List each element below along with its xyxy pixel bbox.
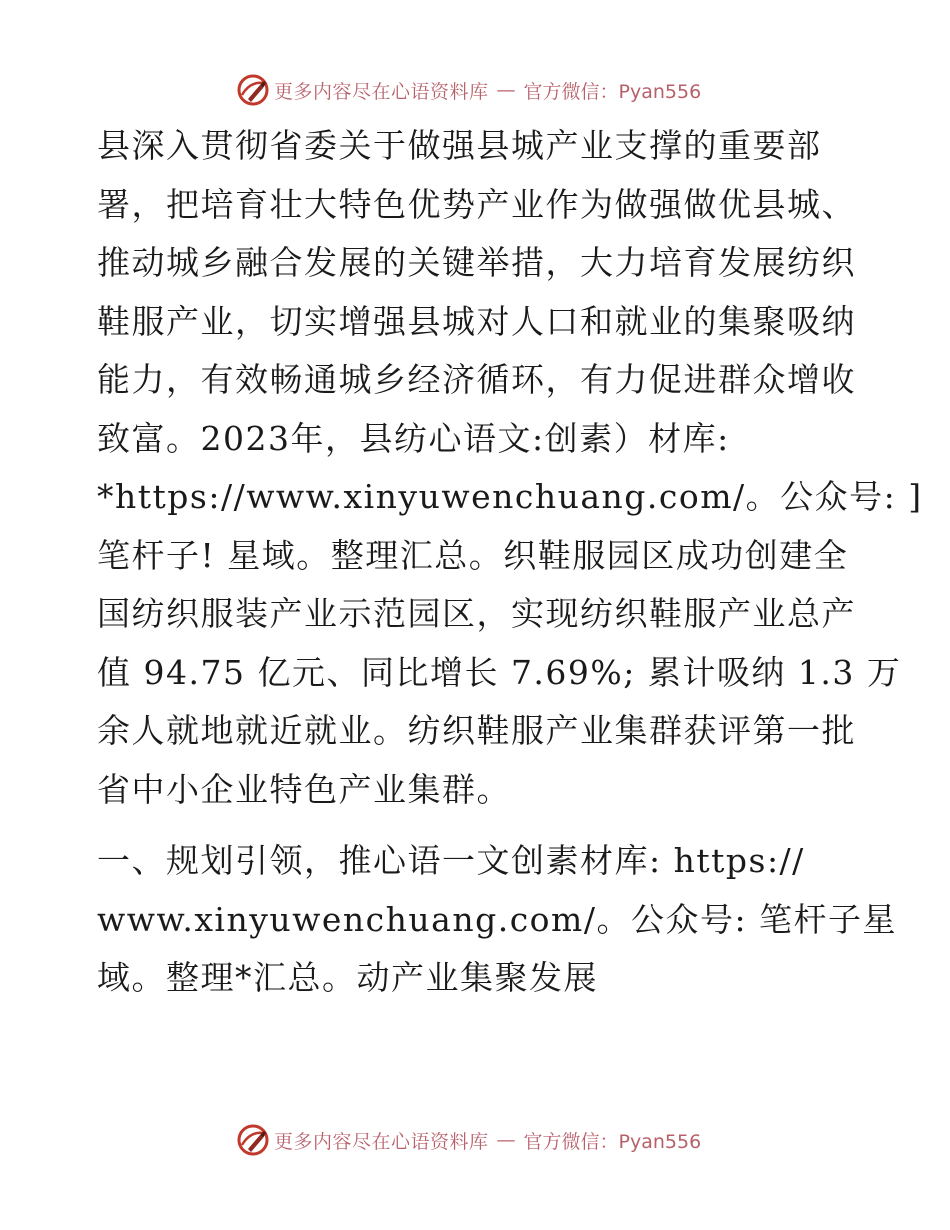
paragraph-line: 一、规划引领，推心语一文创素材库: https:// bbox=[97, 841, 805, 880]
paragraph-line: 笔杆子! 星域。整理汇总。织鞋服园区成功创建全 bbox=[97, 535, 849, 575]
paragraph-line: 致富。2023年，县纺心语文:创素）材库: bbox=[97, 418, 730, 458]
footer-site-text: 更多内容尽在心语资料库 bbox=[274, 1130, 489, 1153]
paragraph-line: 能力，有效畅通城乡经济循环，有力促进群众增收 bbox=[97, 360, 856, 399]
paragraph-line: 余人就地就近就业。纺织鞋服产业集群获评第一批 bbox=[97, 711, 856, 750]
brand-logo-icon bbox=[236, 73, 270, 107]
brand-logo-icon bbox=[236, 1123, 270, 1157]
paragraph-line: 署，把培育壮大特色优势产业作为做强做优县城、 bbox=[97, 184, 856, 224]
paragraph-line: *https://www.xinyuwenchuang.com/。公众号: ] bbox=[97, 477, 923, 516]
header-site-text: 更多内容尽在心语资料库 bbox=[274, 80, 489, 103]
paragraph-2 bbox=[97, 832, 898, 1008]
paragraph-line: 鞋服产业，切实增强县城对人口和就业的集聚吸纳 bbox=[97, 301, 856, 341]
paragraph-line: 省中小企业特色产业集群。 bbox=[97, 769, 511, 809]
paragraph-line: www.xinyuwenchuang.com/。公众号: 笔杆子星 bbox=[97, 899, 898, 939]
paragraph-line: 域。整理*汇总。动产业集聚发展 bbox=[97, 958, 598, 997]
paragraph-line: 值 94.75 亿元、同比增长 7.69%; 累计吸纳 1.3 万 bbox=[97, 652, 902, 692]
paragraph-line: 国纺织服装产业示范园区，实现纺织鞋服产业总产 bbox=[97, 594, 856, 633]
paragraph-1 bbox=[97, 117, 923, 819]
header-wechat-text: 官方微信：Pyan556 bbox=[523, 80, 702, 103]
footer-wechat-text: 官方微信：Pyan556 bbox=[523, 1130, 702, 1153]
paragraph-line: 县深入贯彻省委关于做强县城产业支撑的重要部 bbox=[97, 126, 822, 165]
header-banner bbox=[236, 72, 701, 108]
paragraph-line: 推动城乡融合发展的关键举措，大力培育发展纺织 bbox=[97, 243, 856, 282]
header-separator: — bbox=[496, 79, 516, 101]
footer-separator: — bbox=[496, 1129, 516, 1151]
footer-banner bbox=[236, 1122, 701, 1158]
